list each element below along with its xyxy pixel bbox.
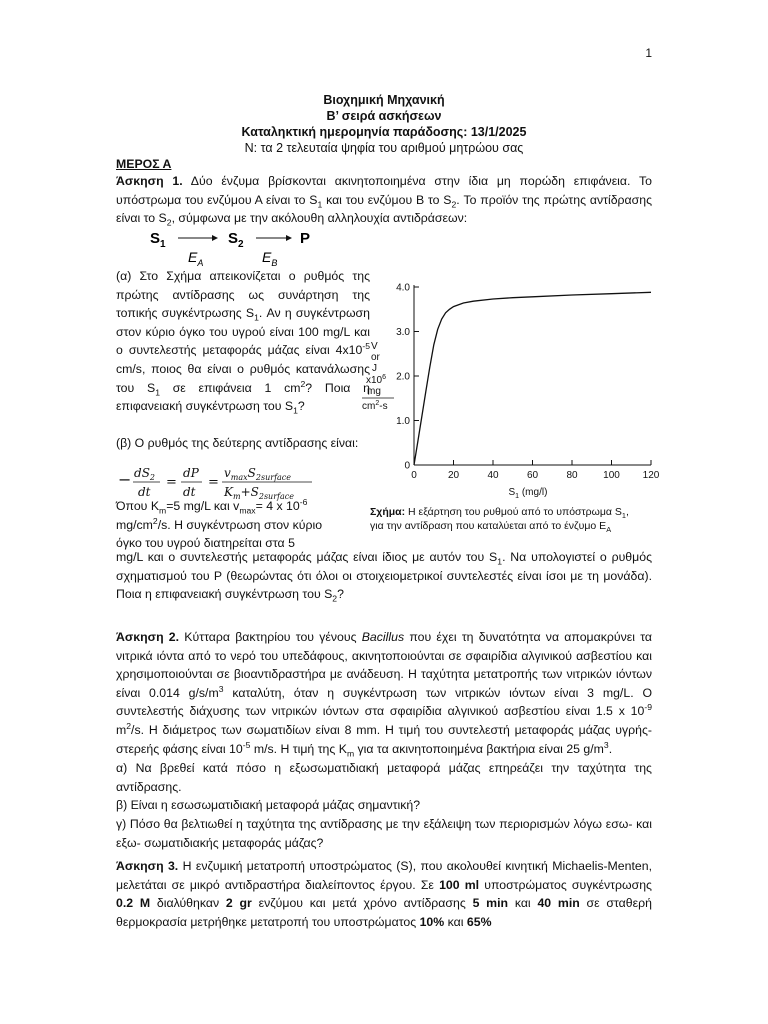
course-title: Βιοχημική Μηχανική (323, 93, 445, 107)
series-title: Β’ σειρά ασκήσεων (326, 109, 442, 123)
y-axis-label-line: or (371, 352, 380, 363)
svg-text:dt: dt (138, 485, 151, 499)
rate-figure (358, 275, 668, 500)
y-axis-label-line: V (371, 341, 378, 352)
reaction-scheme (150, 228, 340, 270)
exercise-2-question-b: β) Είναι η εσωσωματιδιακή μεταφορά μάζας σημαντική? (116, 798, 421, 812)
rate-equation (116, 462, 376, 502)
y-tick-label: 0 (404, 460, 410, 472)
exercise-1-question-b: (β) Ο ρυθμός της δεύτερης αντίδρασης είναι: (116, 436, 359, 450)
x-axis-label: $S_1$ (mg/l) (508, 487, 548, 500)
svg-text:−: − (118, 470, 132, 489)
exercise-1-intro: Άσκηση 1. Δύο ένζυμα βρίσκονται ακινητοποιημένα στην ίδια μη πορώδη επιφάνεια. Το υπόστρωμα του ενζύμου Α είναι το $S_1$ και του ενζύμου Β το $S_2$. Το προϊόν της πρώτης αντίδρασης είναι το $S_2$, σύμφωνα με την ακόλουθη αλληλουχία αντιδράσεων: (116, 174, 653, 228)
svg-text:=: = (166, 475, 177, 490)
scheme-s2: $S_2$ (228, 230, 244, 250)
x-tick-label: 20 (447, 470, 460, 481)
scheme-ea: $E_A$ (188, 249, 204, 268)
exercise-2-question-a: α) Να βρεθεί κατά πόσο η εξωσωματιδιακή μεταφορά μάζας επηρεάζει την ταχύτητα της αντίδρασης. (116, 761, 652, 794)
y-axis-label-line: J (372, 363, 377, 374)
svg-text:Km+S2surface: $K_m+S_{2surface}$ (224, 485, 294, 501)
svg-text:dP: dP (183, 466, 199, 480)
x-tick-label: 120 (642, 470, 660, 481)
svg-text:=: = (208, 475, 219, 490)
y-tick-label: 2.0 (396, 371, 410, 383)
y-axis-label-line: $x10^6$ (366, 374, 387, 386)
note: Ν: τα 2 τελευταία ψηφία του αριθμού μητρώου σας (244, 141, 524, 155)
y-axis-label-line: $cm^2-s$ (362, 400, 388, 412)
page-number: 1 (645, 46, 652, 60)
deadline: Καταληκτική ημερομηνία παράδοσης: 13/1/2025 (241, 125, 527, 139)
exercise-2: Άσκηση 2. Κύτταρα βακτηρίου του γένους Bacillus που έχει τη δυνατότητα να απομακρύνει τα νιτρικά ιόντα από το νερό του υπεδάφους, ακινητοποιούνται σε σφαιρίδια αλγινικού ασβεστίου και χρησιμοποιούνται σε βιοαντιδραστήρα με ανάδευση. Η ταχύτητα μετατροπής των νιτρικών ιόντων είναι 0.014 $g/s/m^3$ καταλύτη, όταν η συγκέντρωση των νιτρικών ιόντων είναι 3 mg/L. Ο συντελεστής διάχυσης των νιτρικών ιόντων στα σφαιρίδια αλγινικού ασβεστίου είναι 1.5 x $10^{-9}$ $m^2/s$. Η διάμετρος των σωματιδίων είναι 8 mm. Η τιμή του συντελεστή μεταφοράς μάζας υγρής-στερεής φάσης είναι $10^{-5}$ m/s. Η τιμή της $K_m$ για τα ακινητοποιημένα βακτήρια είναι 25 $g/m^3$. (116, 630, 653, 759)
y-tick-label: 3.0 (396, 327, 410, 338)
scheme-p: P (300, 230, 311, 247)
figure-caption: Σχήμα: Η εξάρτηση του ρυθμού από το υπόστρωμα $S_1$, για την αντίδραση που καταλύεται από το ένζυμο $E_A$ (370, 506, 629, 535)
x-tick-label: 60 (526, 470, 539, 481)
y-tick-label: 1.0 (396, 416, 410, 427)
exercise-3: Άσκηση 3. Η ενζυμική μετατροπή υποστρώματος (S), που ακολουθεί κινητική Michaelis-Menten, μελετάται σε μικρό αντιδραστήρα διαλείποντος έργου. Σε 100 ml υποστρώματος συγκέντρωσης 0.2 M διαλύθηκαν 2 gr ενζύμου και μετά χρόνο αντίδρασης 5 min και 40 min σε σταθερή θερμοκρασία μετρήθηκε μετατροπή του υποστρώματος 10% και 65% (116, 859, 652, 929)
scheme-eb: $E_B$ (262, 249, 278, 268)
x-tick-label: 40 (487, 470, 499, 481)
x-tick-label: 100 (603, 470, 620, 481)
rate-curve (414, 292, 651, 465)
exercise-2-question-c: γ) Πόσο θα βελτιωθεί η ταχύτητα της αντίδρασης με την εξάλειψη των περιορισμών λόγω εσω- και εξω- σωματιδιακής μεταφοράς μάζας? (116, 817, 652, 850)
exercise-1-question-b-params: Όπου $K_m=5$ mg/L και $v_{max}= 4$ x $10^{-6}$ $mg/cm^2/s$. Η συγκέντρωση στον κύριο όγκο του υγρού διατηρείται στα 5 (116, 496, 323, 551)
scheme-s1: $S_1$ (150, 230, 166, 250)
x-tick-label: 0 (411, 470, 417, 481)
svg-text:dt: dt (183, 485, 196, 499)
y-axis-label-line: mg (367, 386, 381, 397)
y-tick-label: 4.0 (396, 282, 410, 294)
svg-text:dS2: $dS_2$ (134, 466, 156, 482)
svg-text:vmaxS2surface: $v_{max}S_{2surface}$ (224, 466, 292, 482)
exercise-1-question-a: (α) Στο Σχήμα απεικονίζεται ο ρυθμός της πρώτης αντίδρασης ως συνάρτηση της τοπικής συγκέντρωσης $S_1$. Αν η συγκέντρωση στον κύριο όγκο του υγρού είναι 100 mg/L και ο συντελεστής μεταφοράς μάζας είναι $4x10^{-5}$ cm/s, ποιος θα είναι ο ρυθμός κατανάλωσης του $S_1$ σε επιφάνεια 1 $cm^2$? Ποια η επιφανειακή συγκέντρωση του $S_1$? (116, 269, 370, 416)
exercise-1-question-b-cont: mg/L και ο συντελεστής μεταφοράς μάζας είναι ίδιος με αυτόν του $S_1$. Να υπολογιστεί ο ρυθμός σχηματισμού του P (θεωρώντας ότι όλοι οι στοιχειομετρικοί συντελεστές είναι ίσοι με τη μονάδα). Ποια η επιφανειακή συγκέντρωση του $S_2$? (116, 550, 652, 604)
part-a-heading: ΜΕΡΟΣ Α (116, 157, 172, 171)
x-tick-label: 80 (566, 470, 578, 481)
